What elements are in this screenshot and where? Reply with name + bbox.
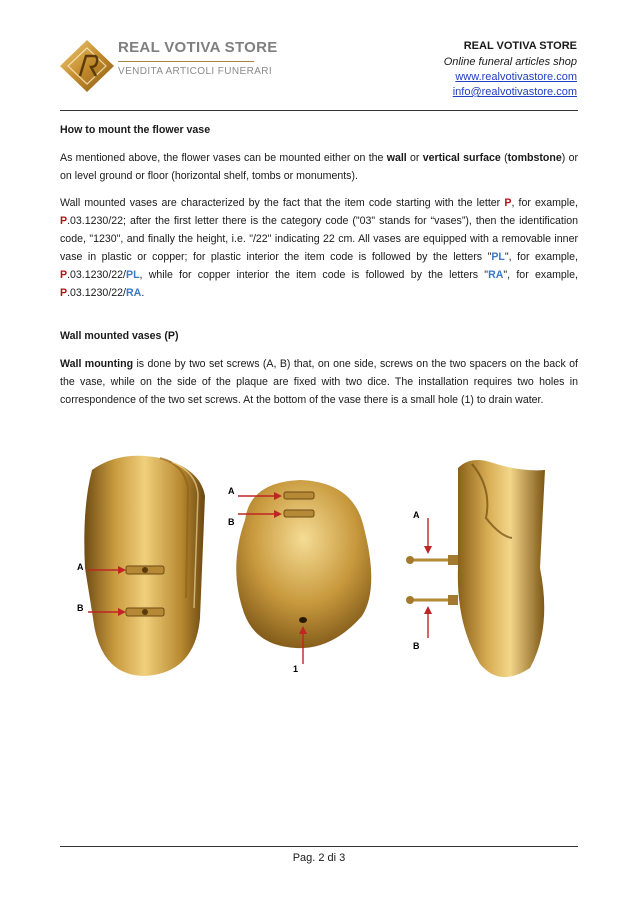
bold-text: tombstone [507, 152, 562, 164]
label-a-middle: A [228, 486, 235, 496]
logo-title: REAL VOTIVA STORE [118, 39, 278, 56]
text: .03.1230/22; after the first letter there is the category code ("03" stands for “vases”), then the identification code, "1230", and finally the height, i.e. "/22" indicating 22 cm. All vases are equipped with a removable inner vase in plastic or copper; for plastic interior the item code is followed by the letters " [60, 215, 578, 263]
bold-text: wall [386, 152, 407, 164]
text: ", for example, [504, 251, 578, 263]
code-letter-p: P [60, 269, 68, 281]
text: .03.1230/22/ [67, 287, 126, 299]
text: ", for example, [503, 269, 578, 281]
website-link[interactable]: www.realvotivastore.com [455, 71, 577, 83]
label-a-right: A [413, 510, 420, 520]
code-pl: PL [491, 251, 505, 263]
code-ra: RA [126, 287, 142, 299]
text: Wall mounted vases are characterized by the fact that the item code starting with the letter [60, 197, 505, 209]
email-link[interactable]: info@realvotivastore.com [452, 86, 577, 98]
logo-divider [118, 61, 254, 62]
bold-text: Wall mounting [60, 358, 134, 370]
text: As mentioned above, the flower vases can be mounted either on the [60, 152, 387, 164]
vase-back-view [84, 456, 205, 676]
section-title-wall: Wall mounted vases (P) [60, 330, 179, 342]
text: , while for copper interior the item code is followed by the letters " [139, 269, 489, 281]
text: ) or on level ground or floor (horizontal shelf, tombs or monuments). [60, 152, 578, 182]
section-title-mount: How to mount the flower vase [60, 124, 211, 136]
text: is done by two set screws (A, B) that, on one side, screws on the two spacers on the back of the vase, while on the side of the plaque are fixed with two dice. The installation requires two holes in correspondence of the two set screws. At the bottom of the vase there is a small hole (1) to drain water. [60, 358, 578, 406]
footer-divider [60, 846, 578, 847]
section-wall-mounted [60, 327, 578, 409]
label-b-right: B [413, 641, 420, 651]
paragraph-item-code [60, 194, 578, 302]
code-ra: RA [488, 269, 504, 281]
header-store-name: REAL VOTIVA STORE [463, 40, 577, 52]
bold-text: vertical surface [422, 152, 501, 164]
code-pl: PL [126, 269, 140, 281]
text: , for example, [511, 197, 578, 209]
header-divider [60, 110, 578, 111]
code-letter-p: P [60, 215, 68, 227]
label-a-left: A [77, 562, 84, 572]
vase-mounting-figure [60, 448, 580, 688]
text: ( [500, 152, 508, 164]
text: .03.1230/22/ [67, 269, 126, 281]
code-letter-p: P [60, 287, 68, 299]
logo-subtitle: VENDITA ARTICOLI FUNERARI [118, 66, 273, 77]
label-b-middle: B [228, 517, 235, 527]
label-1-drain: 1 [293, 664, 299, 674]
vase-side-view [406, 460, 545, 677]
section-mounting [60, 121, 578, 302]
page-number: Pag. 2 di 3 [292, 852, 346, 864]
text: . [141, 287, 145, 299]
code-letter-p: P [504, 197, 512, 209]
header-tagline: Online funeral articles shop [443, 56, 577, 68]
paragraph-wall-mounting [60, 355, 578, 409]
vase-bottom-view [236, 480, 371, 664]
text: or [406, 152, 423, 164]
label-b-left: B [77, 603, 84, 613]
paragraph-intro [60, 149, 578, 185]
